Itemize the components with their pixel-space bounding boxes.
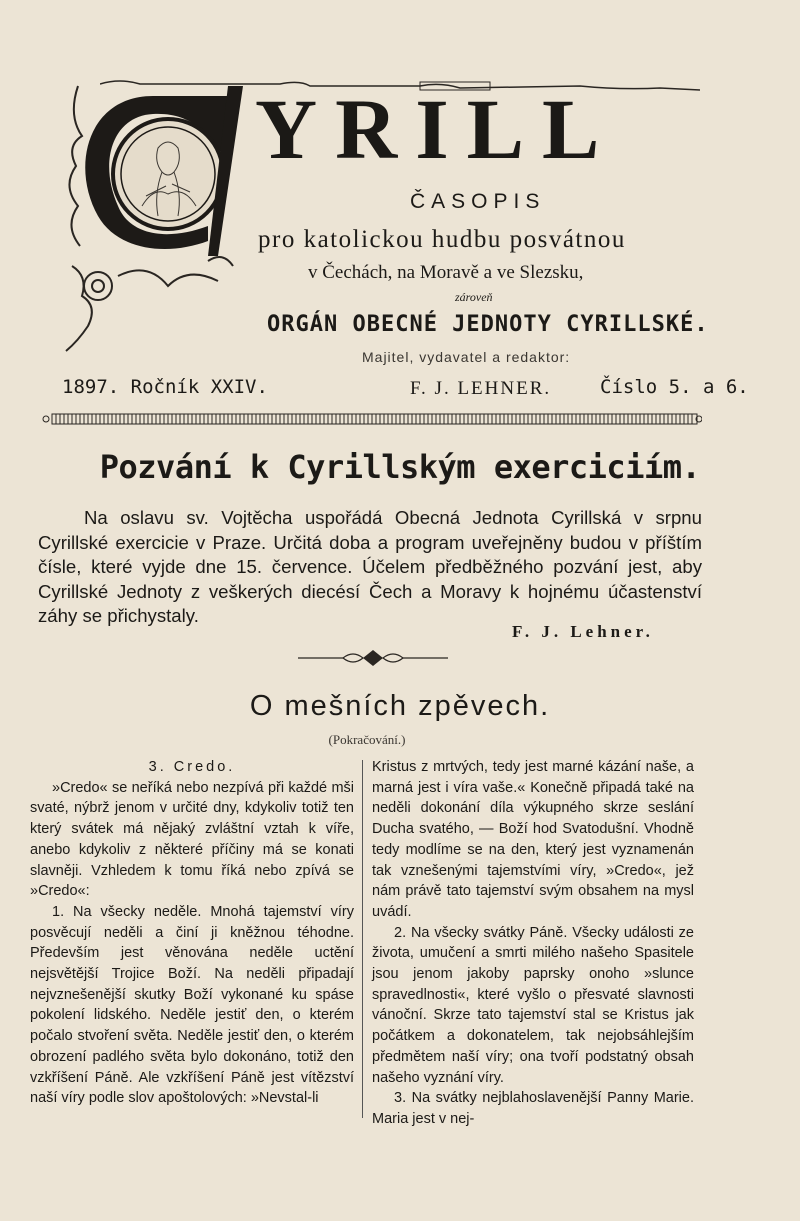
article-heading: O mešních zpěvech. — [249, 690, 551, 722]
masthead-editor: F. J. LEHNER. — [410, 378, 552, 399]
masthead-title: YRILL — [255, 81, 618, 177]
column-divider — [362, 760, 363, 1118]
article-paragraph: 2. Na všecky svátky Páně. Všecky události ze života, umučení a smrti milého našeho Spasitele jsou jenom jakoby paprsky onoho »slunce spravedlnosti«, které vyšlo o přesvaté slavnosti vánoční. Skrze tato tajemství stal se Kristus jak počátkem a dokonatelem, tak nejobsáhlejším předmětem naší víry; ona tvoří podstatný obsah našeho vyznání víry. — [372, 924, 694, 1086]
article-continued-note: (Pokračování.) — [328, 732, 406, 747]
masthead-zaroven: zároveň — [455, 290, 493, 304]
invitation-signature: F. J. Lehner. — [512, 622, 654, 641]
article-paragraph: Kristus z mrtvých, tedy jest marné kázání naše, a marná jest i víra vaše.« Konečně připadá také na neděli dokonání díla výkupného skrze seslání Ducha svatého, — Boží hod Svatodušní. Vhodně tedy modlíme se na den, který jest vyznamenán tak vznešenými tajemstvími víry, »Credo«, jež nám právě tato tajemství svým obsahem na mysl uvádí. — [372, 759, 694, 920]
section-divider-ornament — [298, 648, 448, 668]
article-paragraph: »Credo« se neříká nebo nezpívá při každé mši svaté, nýbrž jenom v určité dny, kdykoliv totiž ten který svátek má nějaký zvláštní vztah k víře, anebo kdykoliv z některé příčiny má se konati slavněji. Vzhledem k tomu říká nebo zpívá se »Credo«: — [30, 779, 354, 900]
invitation-heading: Pozvání k Cyrillským exerciciím. — [99, 448, 701, 486]
masthead-regions: v Čechách, na Moravě a ve Slezsku, — [308, 262, 584, 283]
masthead-subtitle: pro katolickou hudbu posvátnou — [258, 226, 626, 253]
article-paragraph: 1. Na všecky neděle. Mnohá tajemství víry posvěcují neděli a činí ji kněžnou téhodne. Především jest věnována neděle uctění nejsvětější Trojice Boží. Na neděli připadají nejvznešenější skutky Boží vykonané ku spáse pokolení lidského. Neděle jestiť den, o kterém počalo stvoření světa. Neděle jestiť den, o kterém obrození padlého světa bylo dokonáno, totiž den vzkříšení Páně. Ale vzkříšení Páně jest vítězství naší víry podle slov apoštolových: »Nevstal-li — [30, 903, 354, 1107]
article-paragraph: 3. Na svátky nejblahoslavenější Panny Marie. Maria jest v nej- — [372, 1090, 694, 1127]
masthead-ornamental-rule — [42, 411, 702, 427]
invitation-text — [38, 506, 702, 629]
masthead-organ: ORGÁN OBECNÉ JEDNOTY CYRILLSKÉ. — [267, 312, 709, 337]
article-right-column — [372, 757, 694, 1130]
article-section-title: 3. Credo. — [148, 759, 236, 775]
article-left-column — [30, 757, 354, 1109]
masthead-issue-number: Číslo 5. a 6. — [600, 376, 749, 398]
masthead-year-volume: 1897. Ročník XXIV. — [62, 376, 268, 398]
masthead-owner-label: Majitel, vydavatel a redaktor: — [362, 349, 571, 365]
initial-c-portrait — [58, 76, 248, 356]
masthead-casopis: ČASOPIS — [410, 190, 546, 213]
invitation-paragraph: Na oslavu sv. Vojtěcha uspořádá Obecná Jednota Cyrillská v srpnu Cyrillské exercicie v Praze. Určitá doba a program uveřejněny budou v příštím čísle, které vyjde dne 15. července. Účelem předběžného pozvání jest, aby Cyrillské Jednoty z veškerých diecésí Čech a Moravy k hojnému účastenství záhy se přichystaly. — [38, 507, 702, 626]
